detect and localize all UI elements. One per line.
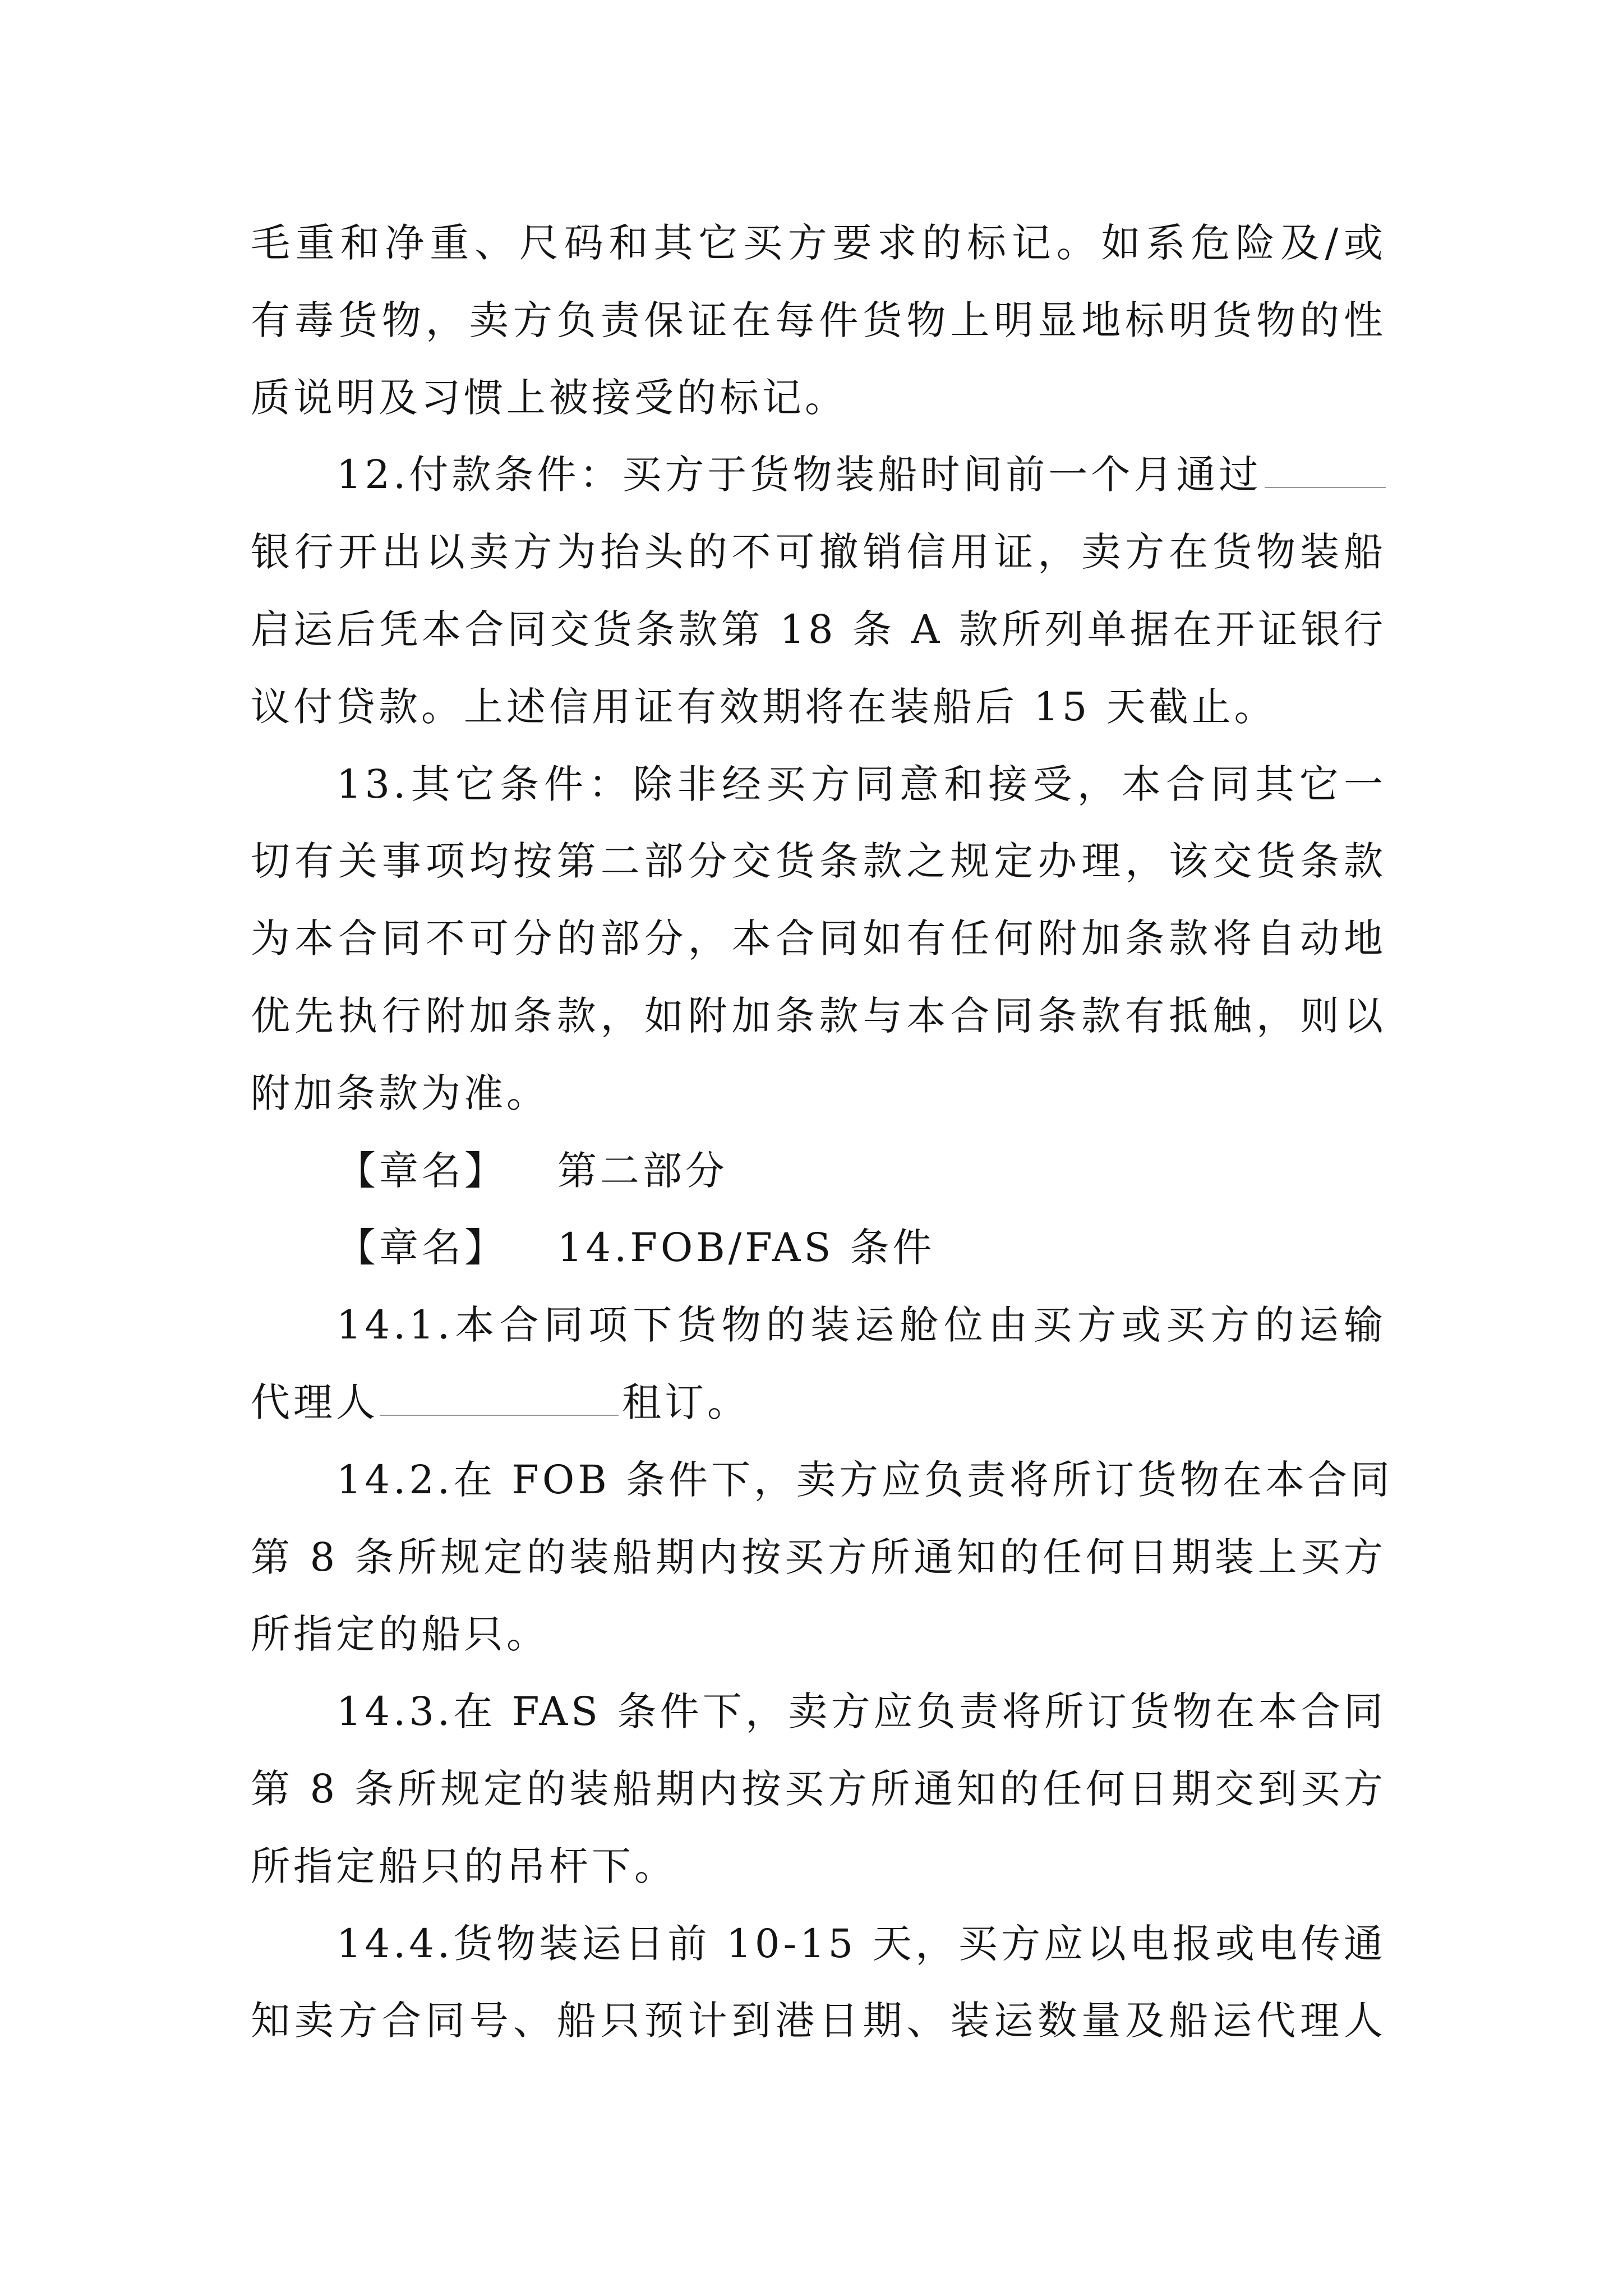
paragraph-clause-12 xyxy=(251,436,1386,746)
text-line: 启运后凭本合同交货条款第 18 条 A 款所列单据在开证银行 xyxy=(251,606,1386,652)
paragraph-clause-14-4 xyxy=(251,1906,1386,2060)
text-line: 14.1.本合同项下货物的装运舱位由买方或买方的运输 xyxy=(336,1302,1386,1349)
fill-in-blank xyxy=(1265,454,1386,488)
text-segment: 代理人 xyxy=(251,1379,379,1425)
paragraph-clause-13 xyxy=(251,746,1386,1133)
text-line: 银行开出以卖方为抬头的不可撤销信用证，卖方在货物装船 xyxy=(251,529,1386,576)
text-segment: 租订。 xyxy=(622,1379,750,1425)
text-line: 13.其它条件：除非经买方同意和接受，本合同其它一 xyxy=(336,761,1386,807)
paragraph-clause-14-2 xyxy=(251,1442,1394,1673)
text-line: 质说明及习惯上被接受的标记。 xyxy=(251,374,847,421)
text-line xyxy=(251,436,1386,514)
text-line: 14.2.在 FOB 条件下，卖方应负责将所订货物在本合同 xyxy=(336,1456,1394,1503)
text-line: 14.4.货物装运日前 10-15 天，买方应以电报或电传通 xyxy=(336,1920,1386,1967)
text-line: 议付贷款。上述信用证有效期将在装船后 15 天截止。 xyxy=(251,683,1277,730)
paragraph-clause-14-1 xyxy=(251,1287,1386,1442)
text-line: 毛重和净重、尺码和其它买方要求的标记。如系危险及/或 xyxy=(251,220,1386,266)
text-line: 优先执行附加条款，如附加条款与本合同条款有抵触，则以 xyxy=(251,992,1386,1039)
text-line: 有毒货物，卖方负责保证在每件货物上明显地标明货物的性 xyxy=(251,297,1386,343)
text-line: 为本合同不可分的部分，本合同如有任何附加条款将自动地 xyxy=(251,915,1386,962)
chapter-heading-title: 第二部分 xyxy=(557,1147,728,1194)
text-line: 第 8 条所规定的装船期内按买方所通知的任何日期装上买方 xyxy=(251,1534,1386,1580)
chapter-heading-label: 【章名】 xyxy=(336,1147,507,1194)
text-line: 14.3.在 FAS 条件下，卖方应负责将所订货物在本合同 xyxy=(336,1688,1386,1735)
fill-in-blank xyxy=(380,1382,619,1416)
text-line: 附加条款为准。 xyxy=(251,1070,549,1116)
chapter-heading xyxy=(251,1133,1386,1210)
text-line: 所指定船只的吊杆下。 xyxy=(251,1843,677,1889)
text-line: 知卖方合同号、船只预计到港日期、装运数量及船运代理人 xyxy=(251,1998,1386,2044)
text-line: 所指定的船只。 xyxy=(251,1611,549,1658)
text-line: 第 8 条所规定的装船期内按买方所通知的任何日期交到买方 xyxy=(251,1765,1386,1812)
paragraph-clause-11-end xyxy=(251,205,1386,436)
paragraph-clause-14-3 xyxy=(251,1673,1386,1905)
chapter-heading xyxy=(251,1209,1386,1287)
chapter-heading-title: 14.FOB/FAS 条件 xyxy=(557,1225,935,1271)
text-segment: 12.付款条件：买方于货物装船时间前一个月通过 xyxy=(336,452,1262,498)
text-line xyxy=(251,1364,1386,1442)
chapter-heading-label: 【章名】 xyxy=(336,1225,507,1271)
document-body xyxy=(251,205,1394,2060)
text-line: 切有关事项均按第二部分交货条款之规定办理，该交货条款 xyxy=(251,838,1386,885)
